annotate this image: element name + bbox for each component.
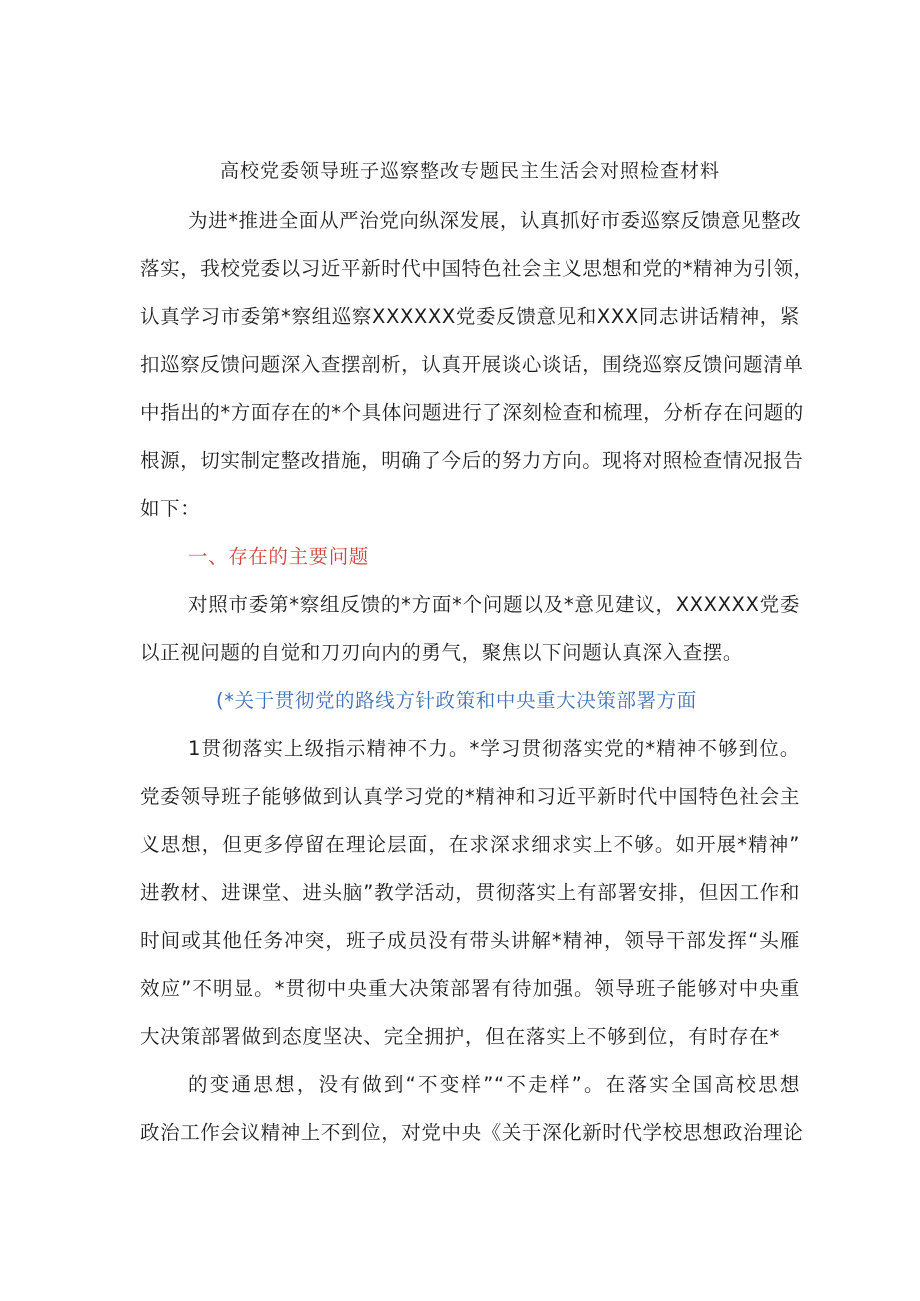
paragraph-line: 的变通思想，没有做到“不变样”“不走样”。在落实全国高校思想 xyxy=(188,1073,800,1096)
paragraph-line: 1贯彻落实上级指示精神不力。*学习贯彻落实党的*精神不够到位。 xyxy=(188,737,800,760)
paragraph-line: 党委领导班子能够做到认真学习党的*精神和习近平新时代中国特色社会主 xyxy=(140,785,800,808)
paragraph-line: 如下： xyxy=(140,497,201,520)
paragraph-line: 效应”不明显。*贯彻中央重大决策部署有待加强。领导班子能够对中央重 xyxy=(140,977,800,1000)
section-heading: 一、存在的主要问题 xyxy=(188,545,369,568)
paragraph-line: 时间或其他任务冲突，班子成员没有带头讲解*精神，领导干部发挥“头雁 xyxy=(140,929,800,952)
paragraph-line: 以正视问题的自觉和刀刃向内的勇气，聚焦以下问题认真深入查摆。 xyxy=(140,641,744,664)
paragraph-line: 扣巡察反馈问题深入查摆剖析，认真开展谈心谈话，围绕巡察反馈问题清单 xyxy=(140,353,804,376)
paragraph-line: 对照市委第*察组反馈的*方面*个问题以及*意见建议，XXXXXX党委 xyxy=(188,593,800,616)
paragraph-line: 进教材、进课堂、进头脑”教学活动，贯彻落实上有部署安排，但因工作和 xyxy=(140,881,800,904)
paragraph-line: 义思想，但更多停留在理论层面，在求深求细求实上不够。如开展*精神” xyxy=(140,833,800,856)
paragraph-line: 大决策部署做到态度坚决、完全拥护，但在落实上不够到位，有时存在* xyxy=(140,1025,780,1048)
paragraph-line: 落实，我校党委以习近平新时代中国特色社会主义思想和党的*精神为引领， xyxy=(140,257,814,280)
paragraph-line: 为进*推进全面从严治党向纵深发展，认真抓好市委巡察反馈意见整改 xyxy=(188,209,802,232)
paragraph-line: 根源，切实制定整改措施，明确了今后的努力方向。现将对照检查情况报告 xyxy=(140,449,804,472)
sub-heading: (*关于贯彻党的路线方针政策和中央重大决策部署方面 xyxy=(216,689,697,712)
paragraph-line: 中指出的*方面存在的*个具体问题进行了深刻检查和梳理，分析存在问题的 xyxy=(140,401,804,424)
document-title: 高校党委领导班子巡察整改专题民主生活会对照检查材料 xyxy=(219,160,720,182)
paragraph-line: 政治工作会议精神上不到位，对党中央《关于深化新时代学校思想政治理论 xyxy=(140,1121,804,1144)
paragraph-line: 认真学习市委第*察组巡察XXXXXX党委反馈意见和XXX同志讲话精神，紧 xyxy=(140,305,800,328)
